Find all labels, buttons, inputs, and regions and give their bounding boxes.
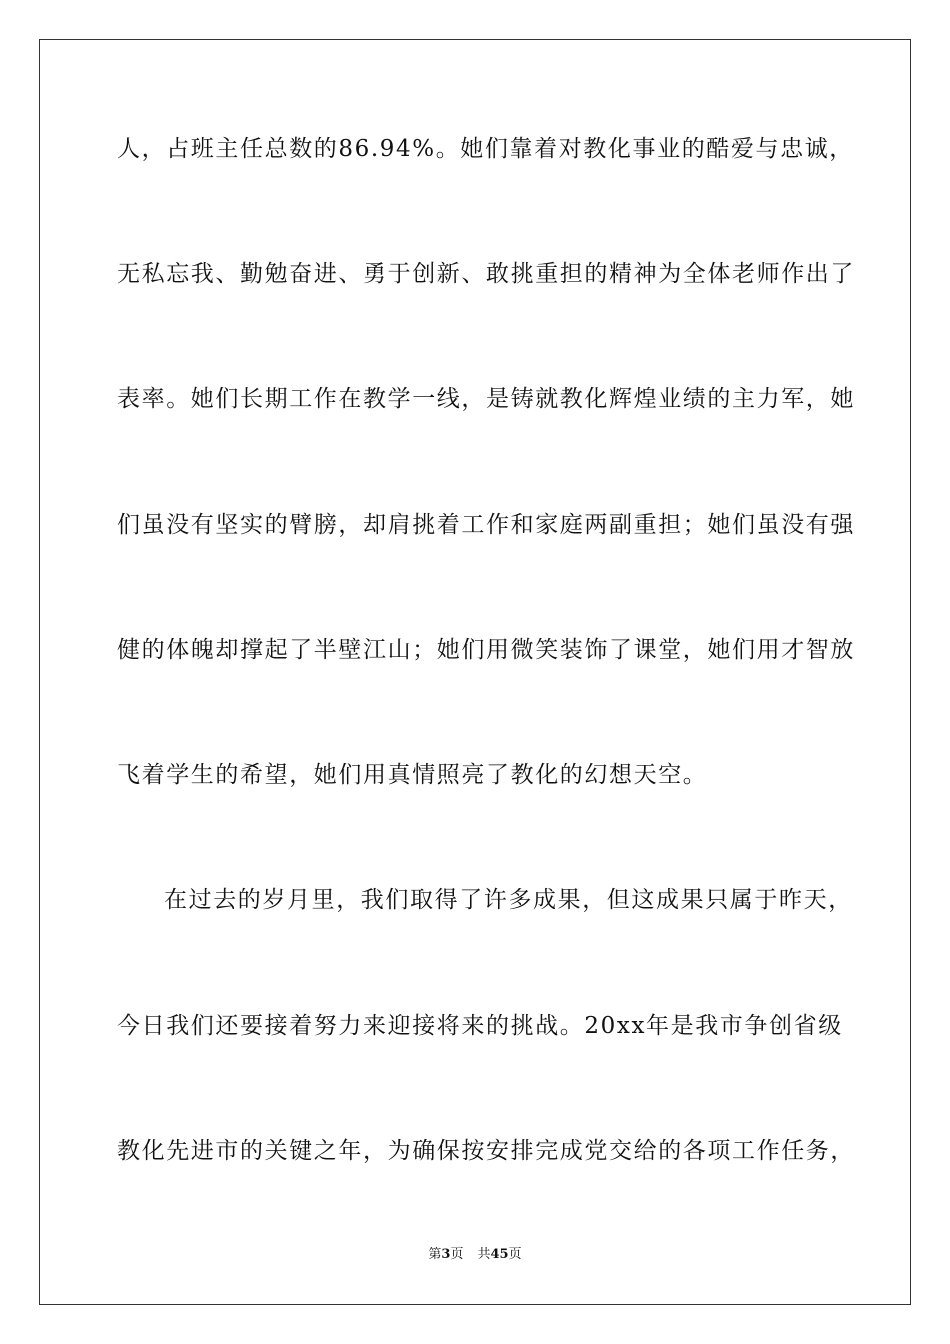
page-border [39, 39, 911, 1305]
footer-page-suffix: 页 [450, 1247, 464, 1262]
text-line-7: 在过去的岁月里，我们取得了许多成果，但这成果只属于昨天， [164, 887, 853, 913]
footer-page-number: 3 [441, 1247, 451, 1262]
footer-total-pages: 45 [490, 1247, 509, 1262]
text-line-6: 飞着学生的希望，她们用真情照亮了教化的幻想天空。 [117, 762, 708, 788]
text-line-8: 今日我们还要接着努力来迎接将来的挑战。20xx年是我市争创省级 [117, 1013, 843, 1039]
footer-total-prefix: 共 [477, 1247, 491, 1262]
footer-total-suffix: 页 [508, 1247, 522, 1262]
page-footer [0, 1247, 950, 1263]
text-line-4: 们虽没有坚实的臂膀，却肩挑着工作和家庭两副重担；她们虽没有强 [117, 512, 855, 538]
text-line-5: 健的体魄却撑起了半壁江山；她们用微笑装饰了课堂，她们用才智放 [117, 637, 855, 663]
text-line-3: 表率。她们长期工作在教学一线，是铸就教化辉煌业绩的主力军，她 [117, 386, 855, 412]
text-line-2: 无私忘我、勤勉奋进、勇于创新、敢挑重担的精神为全体老师作出了 [117, 261, 855, 287]
footer-page-prefix: 第 [428, 1247, 442, 1262]
text-line-1: 人，占班主任总数的86.94%。她们靠着对教化事业的酷爱与忠诚， [117, 136, 854, 162]
text-line-9: 教化先进市的关键之年，为确保按安排完成党交给的各项工作任务， [117, 1138, 855, 1164]
